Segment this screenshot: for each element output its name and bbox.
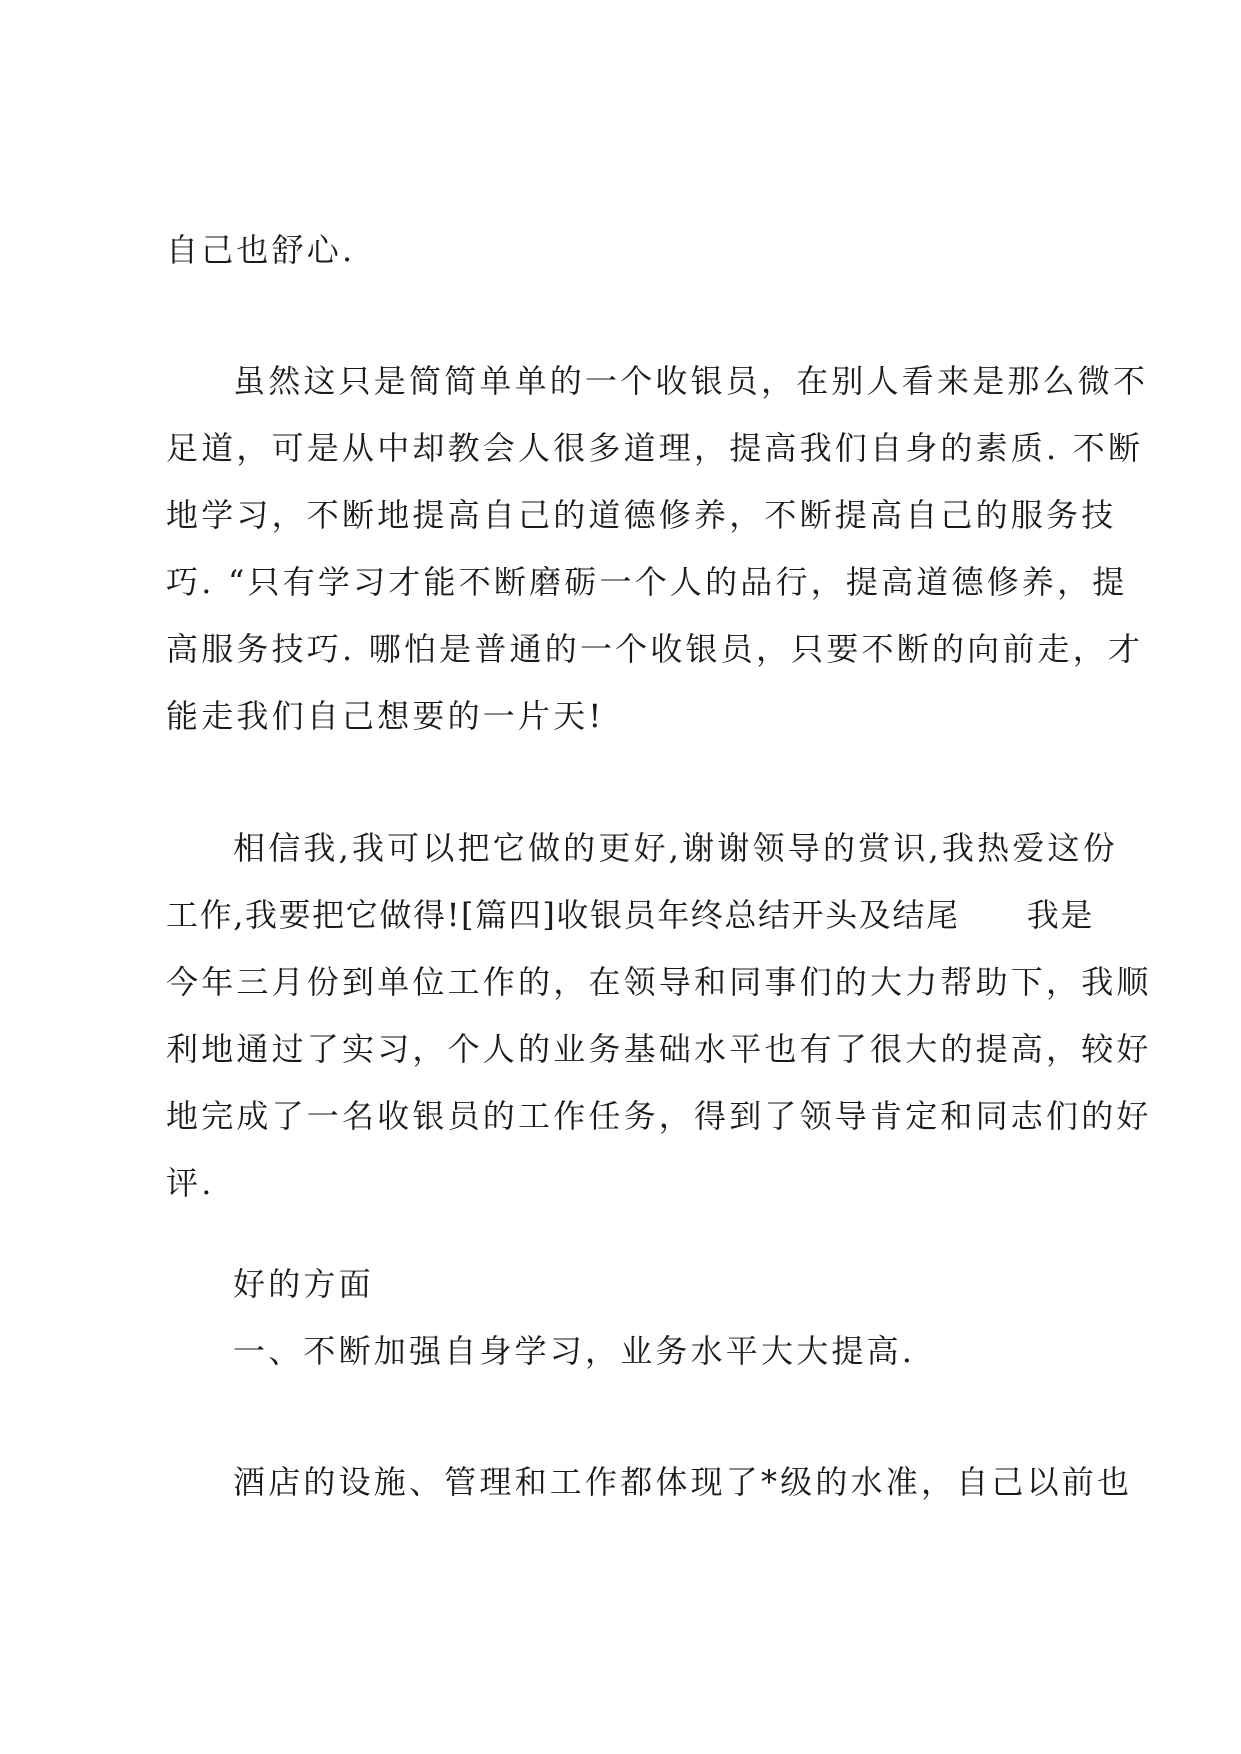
paragraph-line: 利地通过了实习，个人的业务基础水平也有了很大的提高，较好 (166, 1030, 1152, 1068)
paragraph-line: 自己也舒心. (166, 231, 356, 269)
paragraph-line: 虽然这只是简简单单的一个收银员，在别人看来是那么微不 (233, 362, 1149, 400)
paragraph-line: 高服务技巧. 哪怕是普通的一个收银员，只要不断的向前走，才 (166, 630, 1144, 668)
paragraph-line: 巧. “只有学习才能不断磨砺一个人的品行，提高道德修养，提 (166, 563, 1128, 601)
paragraph-line: 评. (166, 1164, 215, 1202)
paragraph-line: 相信我,我可以把它做的更好,谢谢领导的赏识,我热爱这份 (233, 829, 1118, 867)
paragraph-line: 足道，可是从中却教会人很多道理，提高我们自身的素质. 不断 (166, 429, 1144, 467)
paragraph-line: 工作,我要把它做得![篇四]收银员年终总结开头及结尾 我是 (166, 896, 1095, 934)
section-heading: 好的方面 (233, 1265, 374, 1303)
paragraph-line: 能走我们自己想要的一片天! (166, 697, 605, 735)
subheading: 一、不断加强自身学习，业务水平大大提高. (233, 1332, 916, 1370)
paragraph-line: 地完成了一名收银员的工作任务，得到了领导肯定和同志们的好 (166, 1097, 1152, 1135)
paragraph-line: 酒店的设施、管理和工作都体现了*级的水准，自己以前也 (233, 1463, 1133, 1501)
paragraph-line: 今年三月份到单位工作的，在领导和同事们的大力帮助下，我顺 (166, 963, 1152, 1001)
paragraph-line: 地学习，不断地提高自己的道德修养，不断提高自己的服务技 (166, 496, 1117, 534)
